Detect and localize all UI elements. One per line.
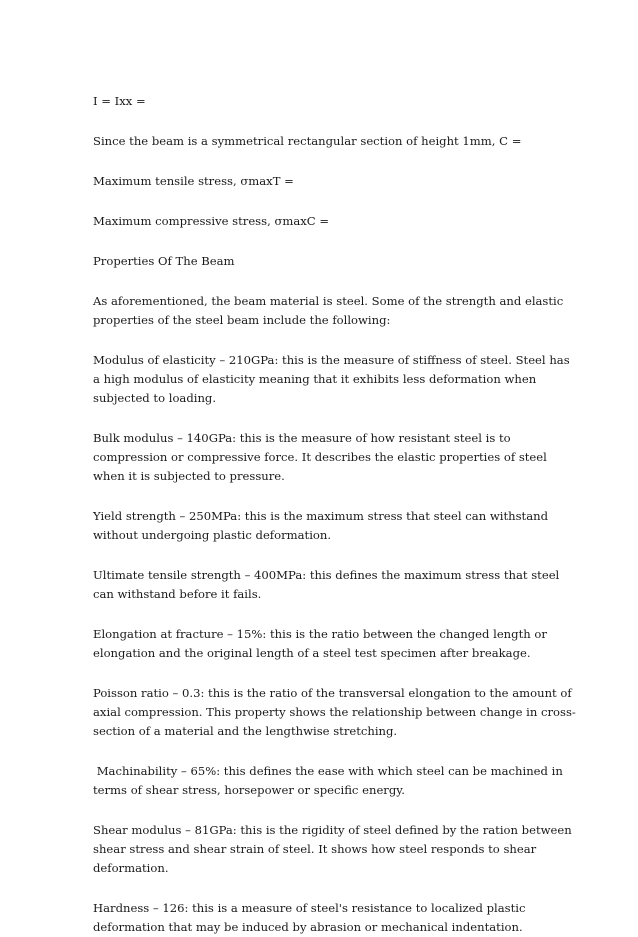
max-tensile-stress-line: Maximum tensile stress, σmaxT =: [93, 174, 294, 188]
section-heading-properties: Properties Of The Beam: [93, 254, 235, 268]
shear-modulus-paragraph: Shear modulus – 81GPa: this is the rigidity of steel defined by the ration between shear stress and shear strain of steel. It shows how steel responds to shear deformation.: [93, 823, 572, 875]
bulk-modulus-paragraph: Bulk modulus – 140GPa: this is the measure of how resistant steel is to compression or compressive force. It describes the elastic properties of steel when it is subjected to pressure.: [93, 431, 547, 483]
hardness-paragraph: Hardness – 126: this is a measure of steel's resistance to localized plastic deformation that may be induced by abrasion or mechanical indentation.: [93, 901, 526, 934]
poisson-ratio-paragraph: Poisson ratio – 0.3: this is the ratio of the transversal elongation to the amount of axial compression. This property shows the relationship between change in cross-section of a material and the lengthwise stretching.: [93, 686, 576, 738]
modulus-of-elasticity-paragraph: Modulus of elasticity – 210GPa: this is the measure of stiffness of steel. Steel has a high modulus of elasticity meaning that it exhibits less deformation when subjected to loading.: [93, 353, 570, 405]
yield-strength-paragraph: Yield strength – 250MPa: this is the maximum stress that steel can withstand without undergoing plastic deformation.: [93, 509, 549, 542]
machinability-paragraph: Machinability – 65%: this defines the ease with which steel can be machined in terms of shear stress, horsepower or specific energy.: [93, 764, 567, 797]
max-compressive-stress-line: Maximum compressive stress, σmaxC =: [93, 214, 330, 228]
neutral-axis-distance-line: Since the beam is a symmetrical rectangular section of height 1mm, C =: [93, 134, 522, 148]
intro-paragraph: As aforementioned, the beam material is steel. Some of the strength and elastic properties of the steel beam include the following:: [93, 294, 564, 327]
moment-of-inertia-line: I = Ixx =: [93, 94, 146, 108]
elongation-at-fracture-paragraph: Elongation at fracture – 15%: this is the ratio between the changed length or elongation and the original length of a steel test specimen after breakage.: [93, 627, 547, 660]
ultimate-tensile-strength-paragraph: Ultimate tensile strength – 400MPa: this defines the maximum stress that steel can withstand before it fails.: [93, 568, 560, 601]
